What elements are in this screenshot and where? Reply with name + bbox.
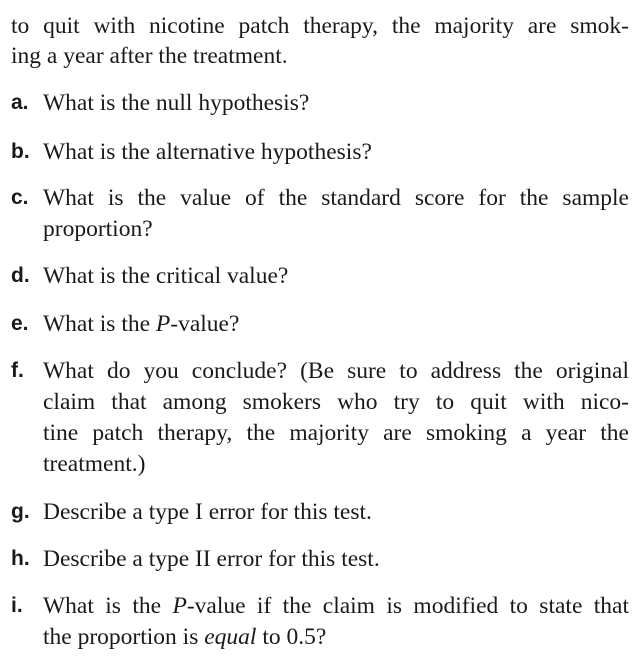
question-f-text-line-4: treatment.) — [43, 451, 146, 477]
question-d-label: d. — [11, 264, 30, 287]
question-i-label: i. — [11, 594, 23, 617]
intro-line-1: to quit with nicotine patch therapy, the majority are smok- — [11, 13, 629, 39]
question-e-label: e. — [11, 312, 29, 335]
question-i-line-1-italic: P — [172, 593, 187, 619]
question-d-text: What is the critical value? — [43, 263, 289, 289]
question-b-label: b. — [11, 140, 30, 163]
question-i-line-2-post: to 0.5? — [256, 624, 327, 650]
question-e-text — [43, 309, 239, 339]
question-f-text-line-1: What do you conclude? (Be sure to address the original — [43, 358, 629, 384]
question-e-text-pre: What is the — [43, 311, 156, 337]
question-g-text: Describe a type I error for this test. — [43, 499, 372, 525]
question-i-line-1-post: -value if the claim is modified to state that — [186, 593, 630, 619]
question-f-label: f. — [11, 359, 24, 382]
question-h-label: h. — [11, 547, 30, 570]
question-a-text: What is the null hypothesis? — [43, 90, 310, 116]
question-a-label: a. — [11, 91, 29, 114]
question-g-label: g. — [11, 500, 30, 523]
question-h-text: Describe a type II error for this test. — [43, 546, 380, 572]
question-i-line-2-italic: equal — [204, 624, 257, 650]
question-i-text-line-2 — [43, 622, 326, 652]
question-f-text-line-2: claim that among smokers who try to quit with nico- — [43, 389, 629, 415]
question-e-text-post: -value? — [170, 311, 240, 337]
question-c-label: c. — [11, 186, 29, 209]
question-i-text-line-1 — [43, 591, 629, 621]
question-f-text-line-3: tine patch therapy, the majority are smoking a year the — [43, 420, 629, 446]
question-i-line-1-pre: What is the — [43, 593, 173, 619]
question-c-text-line-1: What is the value of the standard score for the sample — [43, 185, 629, 211]
question-e-text-italic: P — [155, 311, 171, 337]
question-i-line-2-pre: the proportion is — [43, 624, 205, 650]
question-c-text-line-2: proportion? — [43, 216, 153, 242]
intro-line-2: ing a year after the treatment. — [11, 43, 288, 69]
question-b-text: What is the alternative hypothesis? — [43, 139, 372, 165]
